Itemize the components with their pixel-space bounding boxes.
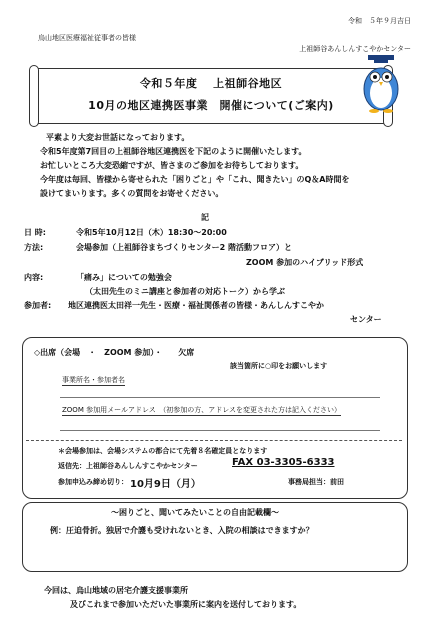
content-value-1: 「痛み」についての勉強会 (76, 273, 172, 282)
recipient-label: 返信先：上祖師谷あんしんすこやかセンター (58, 462, 198, 470)
footer-line-1: 今回は、烏山地域の居宅介護支援事業所 (44, 586, 188, 595)
content-label: 内容: (24, 273, 44, 282)
circle-note: 該当箇所に○印をお願いします (230, 362, 328, 370)
title-line-2: 10月の地区連携医事業 開催について(ご案内) (88, 99, 334, 112)
deadline-value: 10月9日（月） (130, 479, 201, 490)
footer-line-2: 及びこれまで参加いただいた事業所に案内を送付しております。 (70, 600, 302, 609)
addressee: 烏山地区医療福祉従事者の皆様 (38, 34, 136, 42)
zoom-email-line[interactable] (60, 430, 380, 431)
intro-line-4: 今年度は毎回、皆様から寄せられた「困りごと」や「これ、聞きたい」のQ＆A時間を (40, 175, 350, 184)
contact-person: 事務局担当：前田 (288, 478, 344, 486)
method-value-2: ZOOM 参加のハイブリッド形式 (246, 258, 364, 267)
intro-line-1: 平素より大変お世話になっております。 (46, 133, 190, 142)
issue-date: 令和 ５年９月吉日 (348, 17, 411, 25)
intro-line-3: お忙しいところ大変恐縮ですが、皆さまのご参加をお待ちしております。 (40, 161, 304, 170)
office-name-label: 事業所名・参加者名 (62, 376, 125, 384)
venue-note: ＊会場参加は、会場システムの都合にて先着８名確定員となります (58, 447, 268, 455)
sender: 上祖師谷あんしんすこやかセンター (299, 45, 411, 53)
mascot-icon (360, 55, 402, 113)
fax-number: FAX 03-3305-6333 (232, 457, 335, 468)
intro-line-5: 設けてまいります。多くの質問をお寄せください。 (40, 189, 224, 198)
date-label: 日 時: (24, 228, 46, 237)
participants-value-2: センター (350, 315, 382, 324)
participants-value-1: 地区連携医太田祥一先生・医療・福祉関係者の皆様・あんしんすこやか (68, 301, 324, 310)
method-label: 方法: (24, 243, 44, 252)
title-banner (34, 68, 388, 124)
form-divider (26, 440, 402, 441)
participants-label: 参加者: (24, 301, 52, 310)
intro-line-2: 令和5年度第7回目の上祖師谷地区連携医を下記のように開催いたします。 (40, 147, 307, 156)
title-line-1: 令和５年度 上祖師谷地区 (139, 77, 283, 90)
date-value: 令和5年10月12日（木）18:30～20:00 (76, 228, 227, 237)
deadline-label: 参加申込み締め切り： (58, 478, 128, 486)
content-value-2: （太田先生のミニ講座と参加者の対応トーク）から学ぶ (85, 287, 285, 296)
reply-form (22, 337, 408, 499)
method-value-1: 会場参加（上祖師谷まちづくりセンター2 階活動フロア）と (76, 243, 292, 252)
free-description-example: 例：圧迫骨折。独居で介護も受けれないとき、入院の相談はできますか？ (50, 526, 314, 535)
zoom-email-label: ZOOM 参加用メールアドレス （初参加の方、アドレスを変更された方は記入ください） (62, 406, 342, 414)
free-description-title: 〜困りごと、聞いてみたいことの自由記載欄〜 (111, 508, 279, 517)
office-name-line[interactable] (60, 397, 380, 398)
attendance-options[interactable]: ◇出席（会場 ・ ZOOM 参加）・ 欠席 (34, 348, 195, 357)
ki-label: 記 (201, 213, 209, 222)
